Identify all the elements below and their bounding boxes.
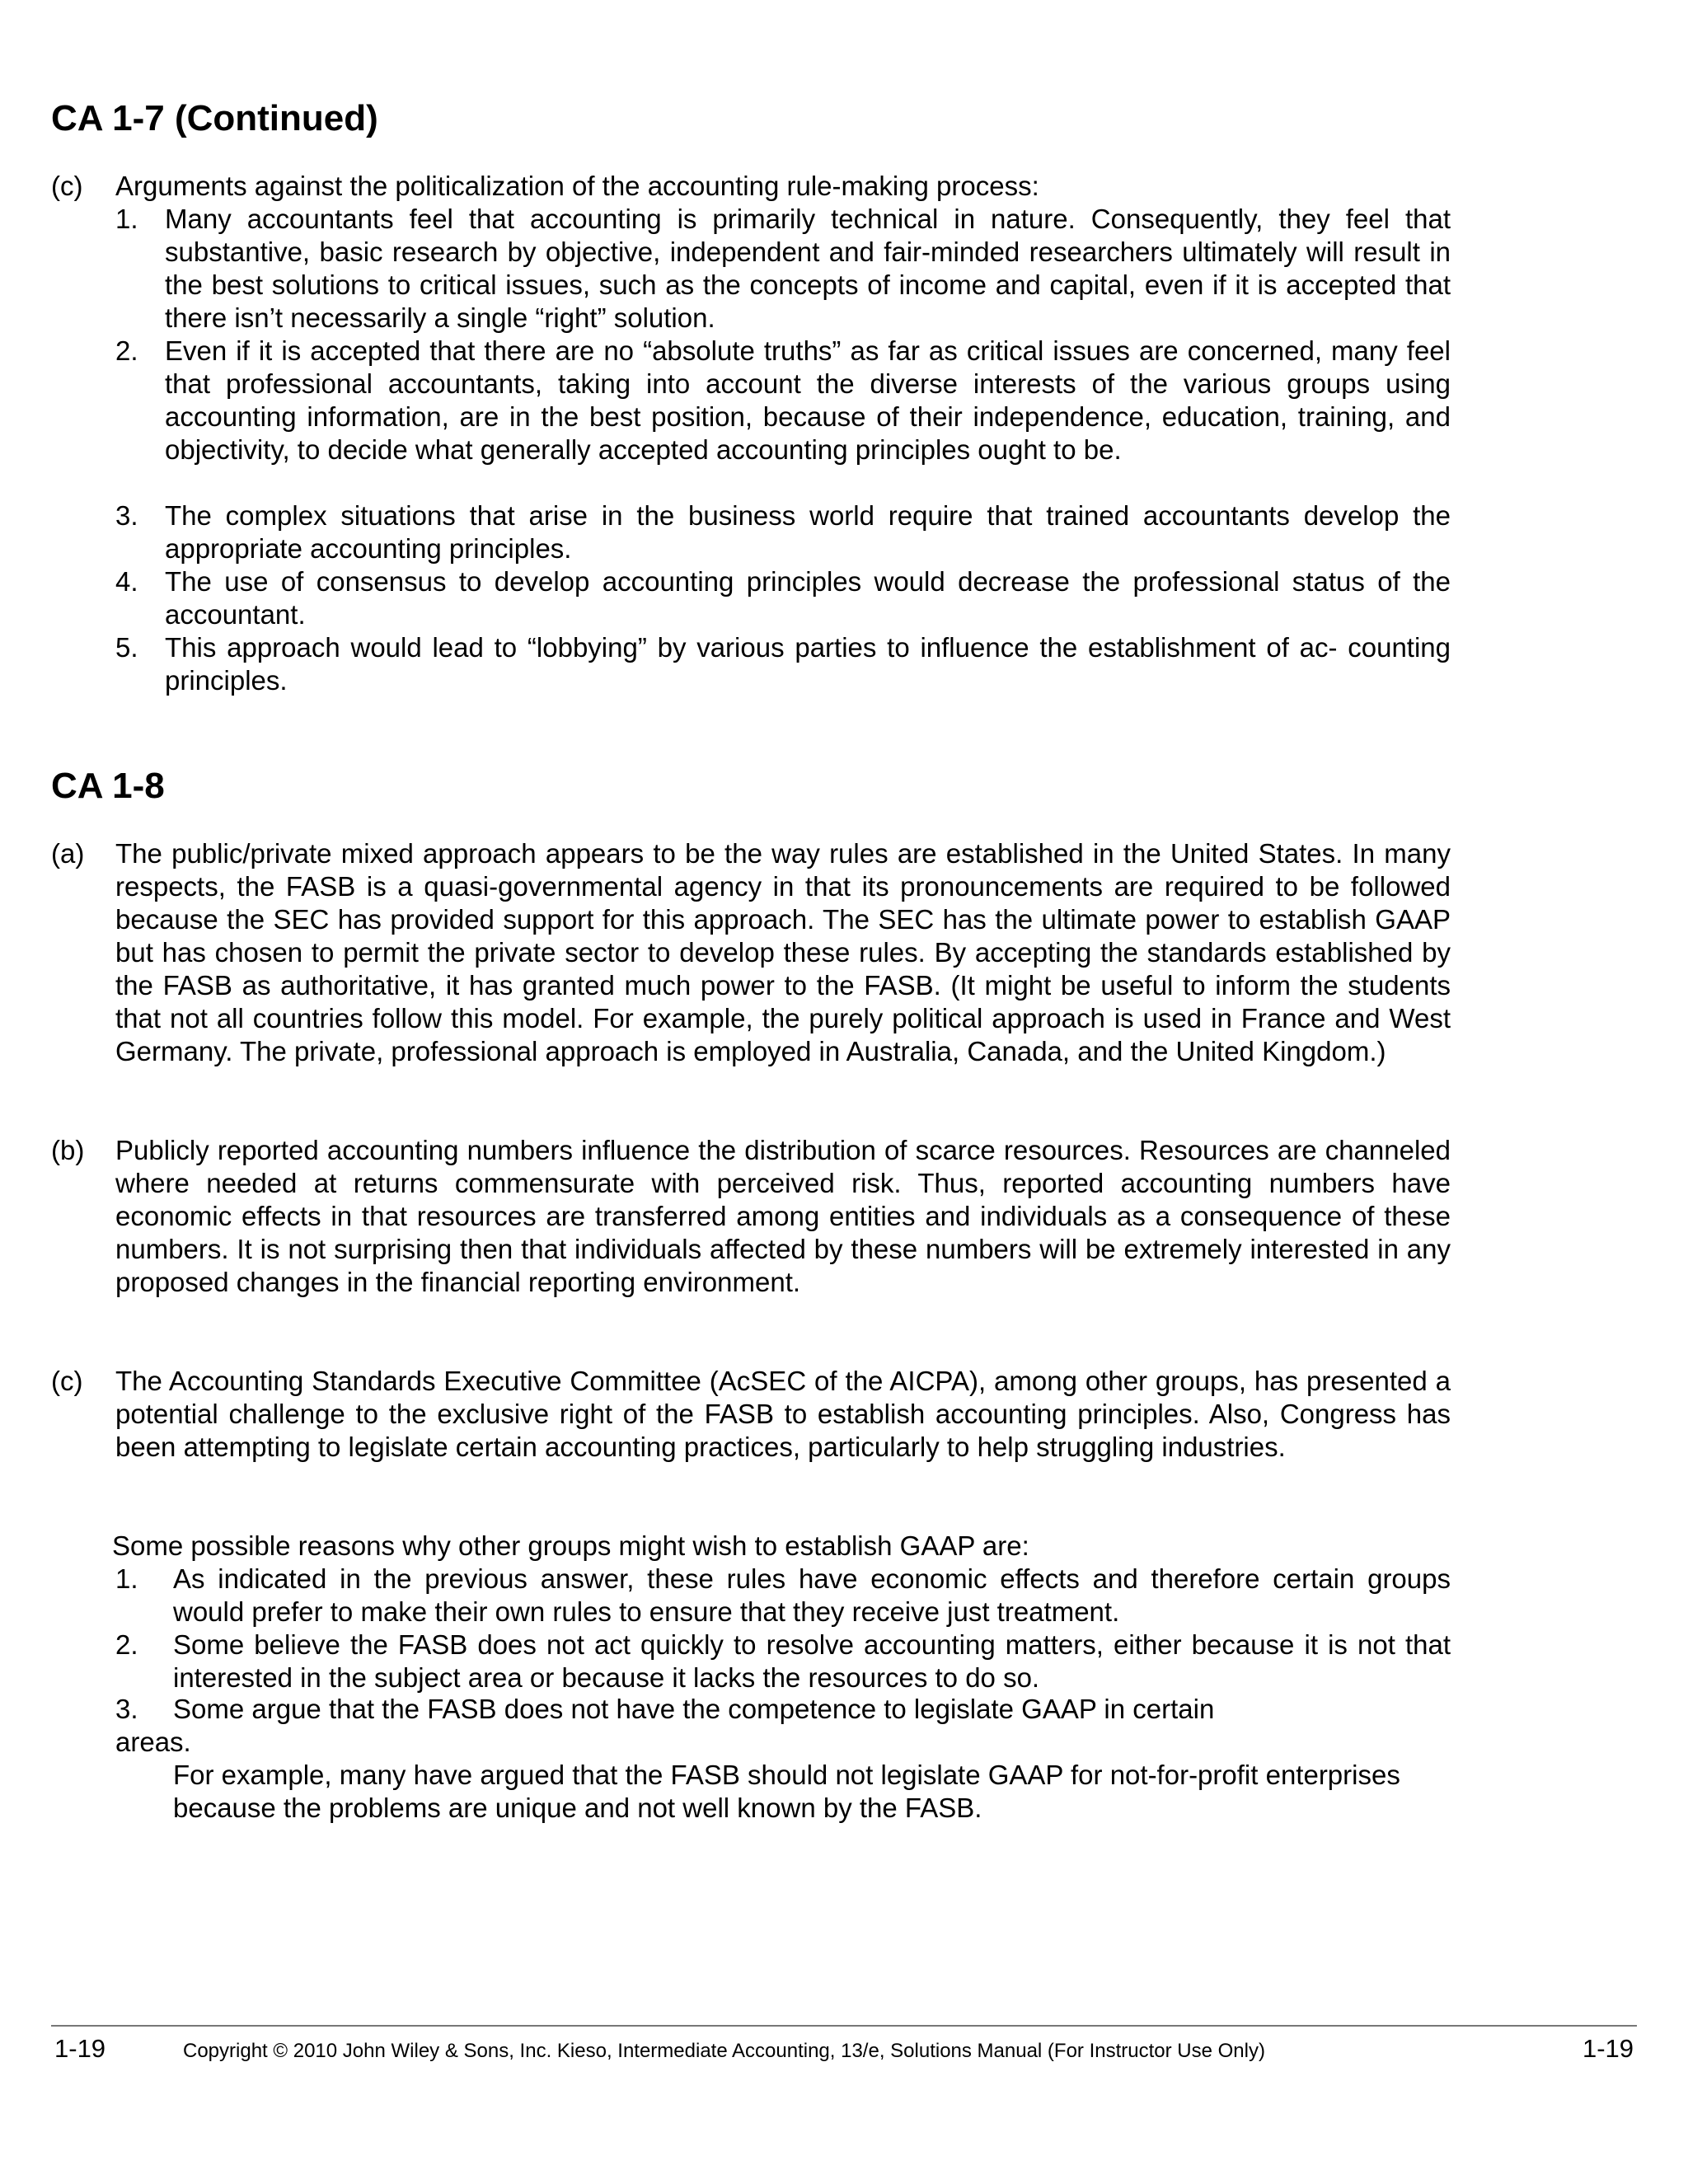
part-c-intro: Arguments against the politicalization of the accounting rule-making process: [115,171,1039,201]
footer-divider [51,2025,1637,2027]
list-item-number: 3. [115,500,138,531]
list-item: Some argue that the FASB does not have the competence to legislate GAAP in certain [173,1694,1215,1724]
part-label-c: (c) [51,171,83,201]
list-item-number: 1. [115,204,138,234]
list-item: Many accountants feel that accounting is primarily technical in nature. Consequently, they feel that substantive, basic research by objective, independent and fair-minded researchers ultimately will result in the best solutions to critical issues, such as the concepts of income and capital, even if it is accepted that there isn’t necessarily a single “right” solution. [165,204,1451,333]
part-label-c: (c) [51,1366,83,1396]
list-item-number: 1. [115,1563,138,1594]
list-item: Even if it is accepted that there are no “absolute truths” as far as critical issues are concerned, many feel that professional accountants, taking into account the diverse interests of the various groups using accounting information, are in the best position, because of their independence, education, training, and objectivity, to decide what generally accepted accounting principles ought to be. [165,335,1451,465]
part-label-a: (a) [51,838,85,869]
list-item: Some believe the FASB does not act quickly to resolve accounting matters, either because it is not that interested in the subject area or because it lacks the resources to do so. [173,1629,1451,1693]
page-number-left: 1-19 [54,2034,106,2063]
list-item: This approach would lead to “lobbying” by various parties to influence the establishment of ac- counting principles. [165,632,1451,696]
list-item: The use of consensus to develop accounting principles would decrease the professional status of the accountant. [165,566,1451,630]
list-item-number: 5. [115,632,138,663]
section-heading-ca-1-8: CA 1-8 [51,766,165,806]
list-item-number: 2. [115,335,138,366]
part-label-b: (b) [51,1135,85,1165]
list-item-number: 3. [115,1694,138,1724]
list-item-number: 4. [115,566,138,597]
page-number-right: 1-19 [1582,2034,1634,2063]
reasons-intro: Some possible reasons why other groups might wish to establish GAAP are: [112,1530,1029,1561]
list-item-number: 2. [115,1629,138,1660]
part-c-paragraph: The Accounting Standards Executive Committee (AcSEC of the AICPA), among other groups, has presented a potential challenge to the exclusive right of the FASB to establish accounting principles. Also, Congress has been attempting to legislate certain accounting practices, particularly to help struggling industries. [115,1366,1451,1462]
copyright-notice: Copyright © 2010 John Wiley & Sons, Inc. Kieso, Intermediate Accounting, 13/e, Solutions Manual (For Instructor Use Only) [183,2040,1265,2062]
list-item-continuation: areas. [115,1727,191,1757]
part-b-paragraph: Publicly reported accounting numbers influence the distribution of scarce resources. Resources are channeled where needed at returns commensurate with perceived risk. Thus, reported accounting numbers have economic effects in that resources are transferred among entities and individuals as a consequence of these numbers. It is not surprising then that individuals affected by these numbers will be extremely interested in any proposed changes in the financial reporting environment. [115,1135,1451,1297]
example-paragraph: For example, many have argued that the FASB should not legislate GAAP for not-for-profit enterprises because the problems are unique and not well known by the FASB. [173,1760,1400,1823]
list-item: As indicated in the previous answer, these rules have economic effects and therefore certain groups would prefer to make their own rules to ensure that they receive just treatment. [173,1563,1451,1627]
list-item: The complex situations that arise in the business world require that trained accountants develop the appropriate accounting principles. [165,500,1451,564]
part-a-paragraph: The public/private mixed approach appears to be the way rules are established in the United States. In many respects, the FASB is a quasi-governmental agency in that its pronouncements are required to be followed because the SEC has provided support for this approach. The SEC has the ultimate power to establish GAAP but has chosen to permit the private sector to develop these rules. By accepting the standards established by the FASB as authoritative, it has granted much power to the FASB. (It might be useful to inform the students that not all countries follow this model. For example, the purely political approach is used in France and West Germany. The private, professional approach is employed in Australia, Canada, and the United Kingdom.) [115,838,1451,1066]
section-heading-ca-1-7: CA 1-7 (Continued) [51,98,378,138]
